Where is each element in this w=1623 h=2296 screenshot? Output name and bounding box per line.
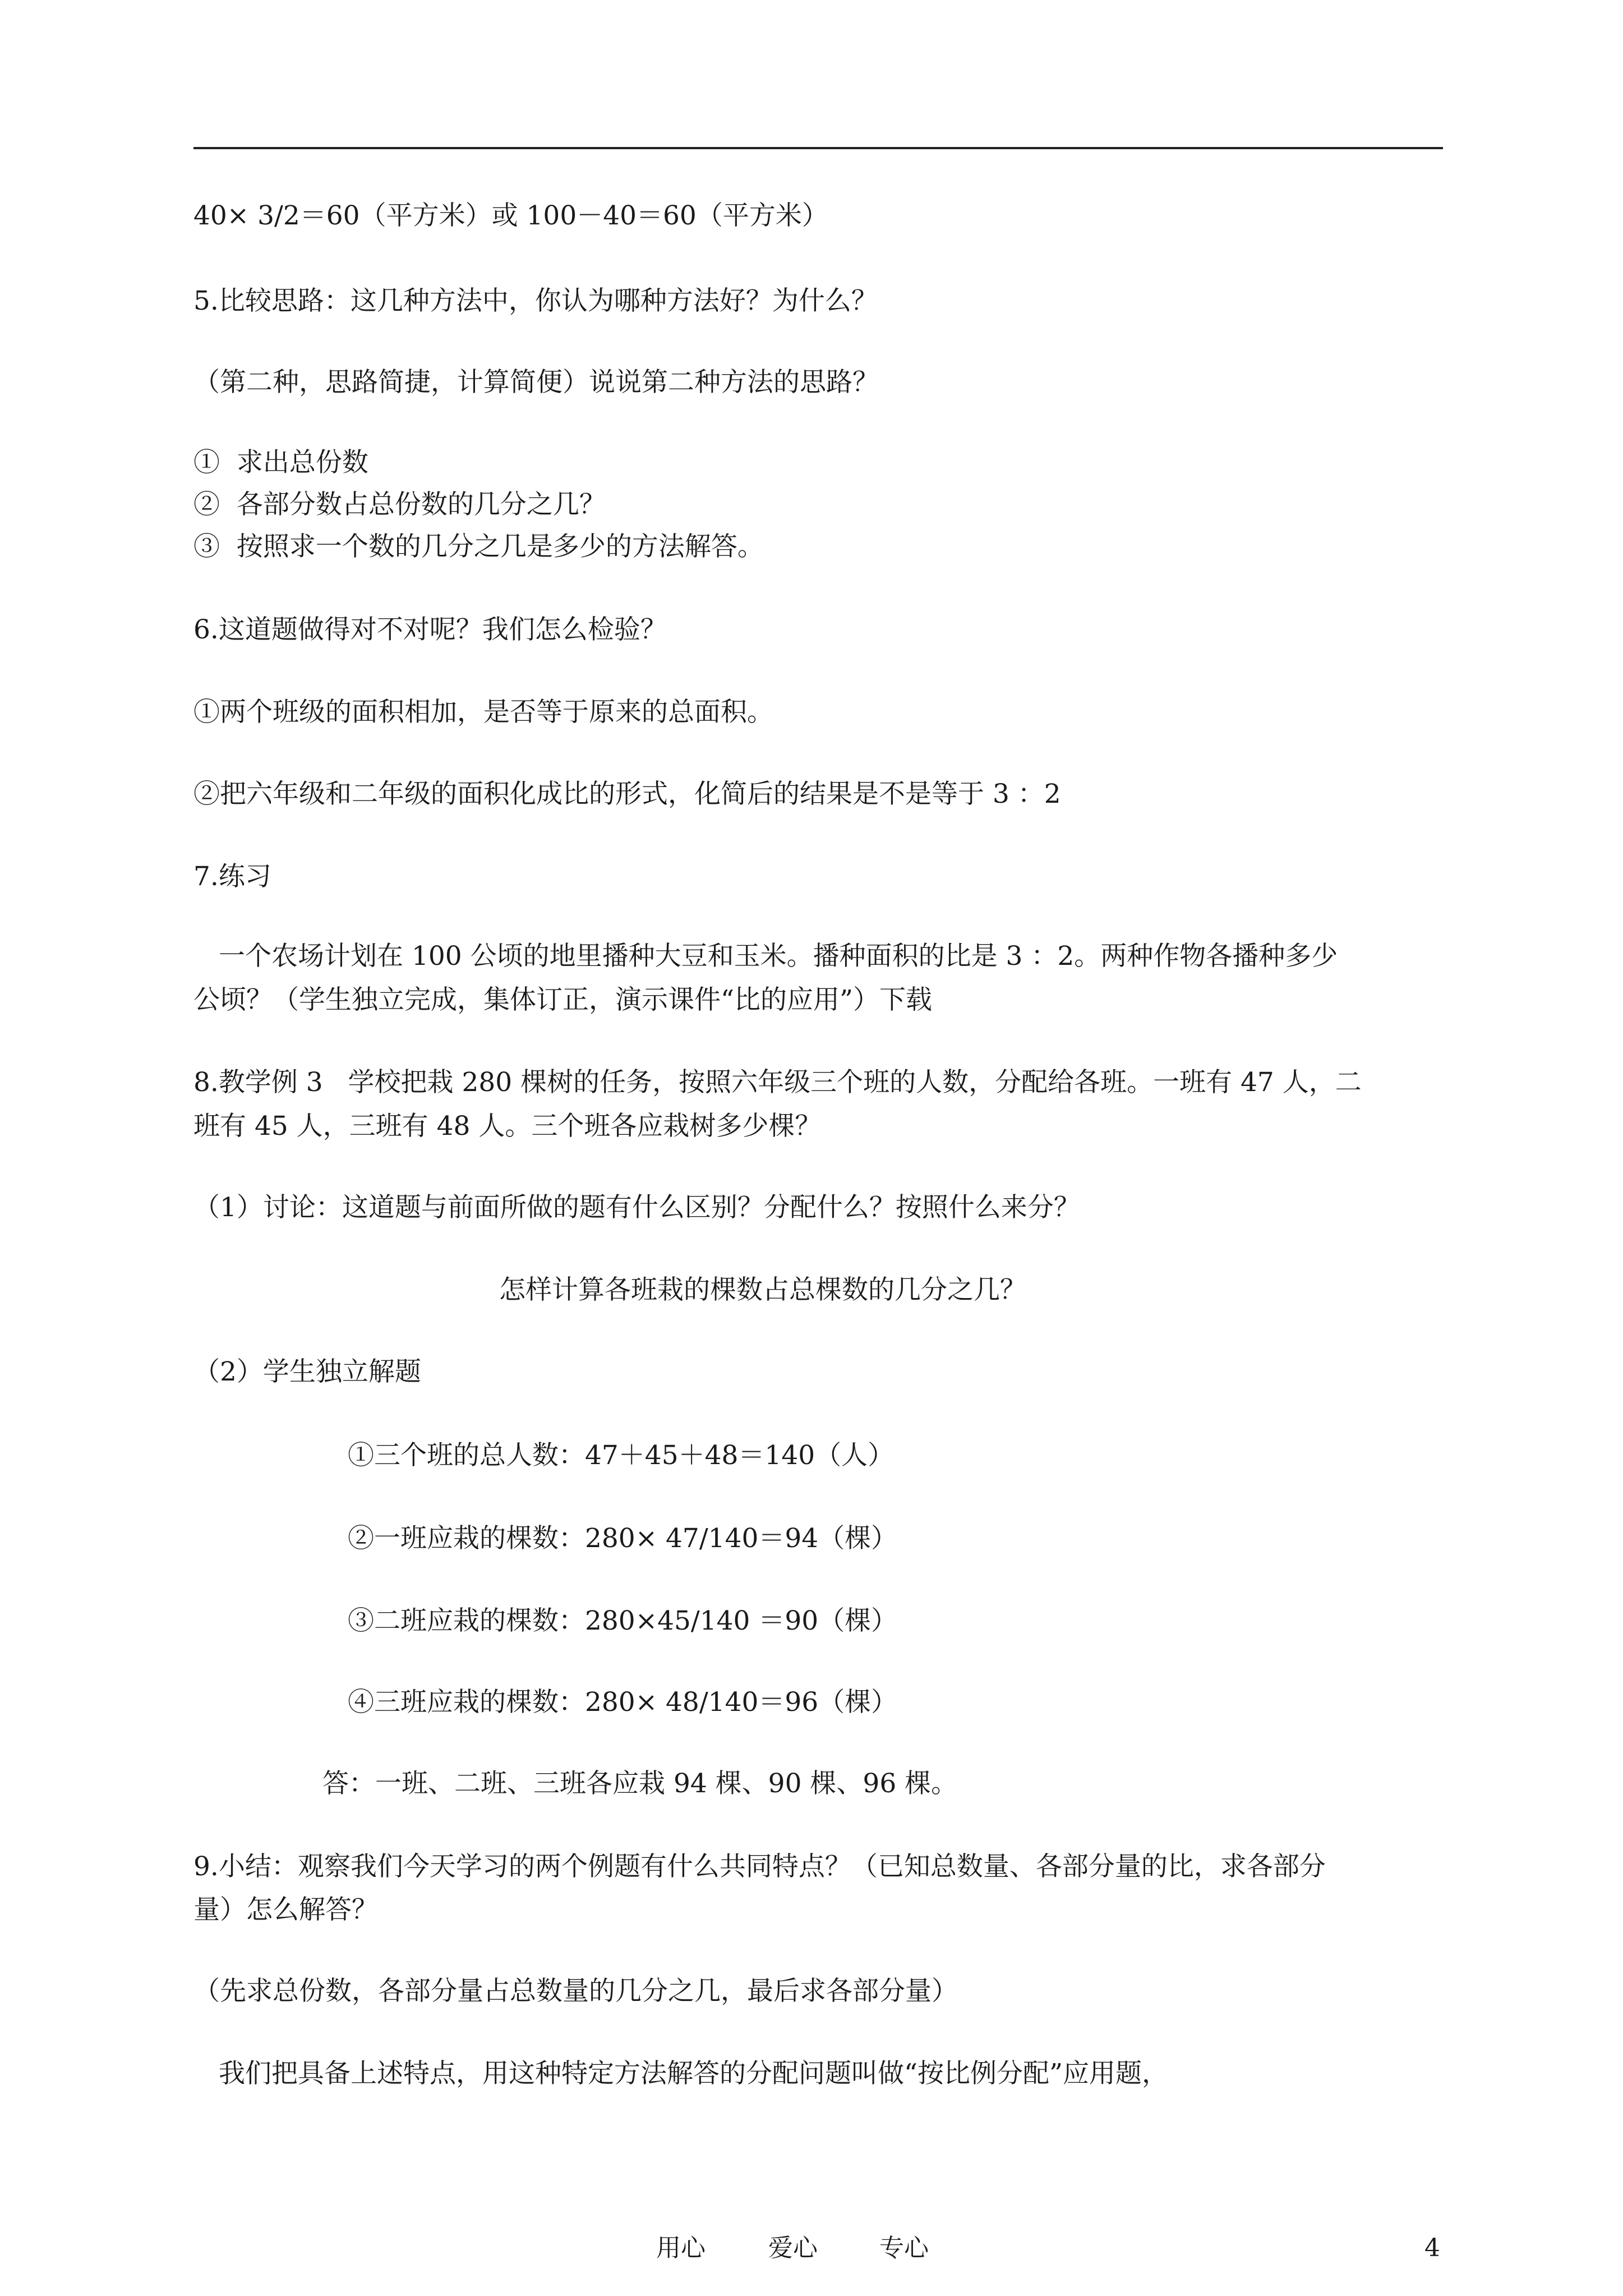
text-line: ③ 按照求一个数的几分之几是多少的方法解答。 bbox=[193, 531, 764, 562]
text-line: 一个农场计划在 100 公顷的地里播种大豆和玉米。播种面积的比是 3 ：2。两种作物各播种多少 bbox=[219, 941, 1338, 972]
text-line: ①三个班的总人数：47＋45＋48＝140（人） bbox=[348, 1440, 895, 1471]
text-line: 9.小结：观察我们今天学习的两个例题有什么共同特点？（已知总数量、各部分量的比，求各部分 bbox=[193, 1851, 1326, 1882]
text-line: ③二班应栽的棵数：280×45/140 ＝90（棵） bbox=[348, 1605, 898, 1636]
text-line: ② 各部分数占总份数的几分之几？ bbox=[193, 489, 606, 520]
text-line: 班有 45 人，三班有 48 人。三个班各应栽树多少棵？ bbox=[193, 1111, 822, 1142]
text-line: 7.练习 bbox=[193, 861, 271, 892]
text-line: 5.比较思路：这几种方法中，你认为哪种方法好？为什么？ bbox=[193, 286, 878, 316]
text-line: ②一班应栽的棵数：280× 47/140＝94（棵） bbox=[348, 1523, 898, 1554]
page-number: 4 bbox=[1424, 2234, 1440, 2262]
text-line: （第二种，思路简捷，计算简便）说说第二种方法的思路？ bbox=[193, 367, 879, 398]
text-line: ①两个班级的面积相加，是否等于原来的总面积。 bbox=[193, 697, 773, 728]
footer-motto-2: 爱心 bbox=[768, 2234, 818, 2262]
text-line: 8.教学例 3 学校把栽 280 棵树的任务，按照六年级三个班的人数，分配给各班。一班有 47 人，二 bbox=[193, 1067, 1362, 1098]
text-line: ① 求出总份数 bbox=[193, 447, 368, 478]
text-line: （1）讨论：这道题与前面所做的题有什么区别？分配什么？按照什么来分？ bbox=[193, 1192, 1080, 1223]
header-rule bbox=[193, 147, 1443, 149]
footer-motto-1: 用心 bbox=[656, 2234, 706, 2262]
text-line: （先求总份数，各部分量占总数量的几分之几，最后求各部分量） bbox=[193, 1976, 958, 2007]
text-line: ④三班应栽的棵数：280× 48/140＝96（棵） bbox=[348, 1687, 898, 1718]
footer-motto-3: 专心 bbox=[879, 2234, 929, 2262]
text-line: 怎样计算各班栽的棵数占总棵数的几分之几？ bbox=[499, 1274, 1026, 1305]
text-line: 量）怎么解答？ bbox=[193, 1894, 378, 1925]
text-line: ②把六年级和二年级的面积化成比的形式，化简后的结果是不是等于 3 ：2 bbox=[193, 779, 1061, 809]
text-line: 公顷？（学生独立完成，集体订正，演示课件“比的应用”）下载 bbox=[193, 984, 933, 1015]
text-line: 我们把具备上述特点，用这种特定方法解答的分配问题叫做“按比例分配”应用题， bbox=[219, 2058, 1169, 2089]
text-line: 6.这道题做得对不对呢？我们怎么检验？ bbox=[193, 614, 667, 645]
text-line: 答：一班、二班、三班各应栽 94 棵、90 棵、96 棵。 bbox=[322, 1768, 958, 1799]
text-line: 40× 3/2＝60（平方米）或 100－40＝60（平方米） bbox=[193, 200, 828, 231]
text-line: （2）学生独立解题 bbox=[193, 1356, 421, 1387]
